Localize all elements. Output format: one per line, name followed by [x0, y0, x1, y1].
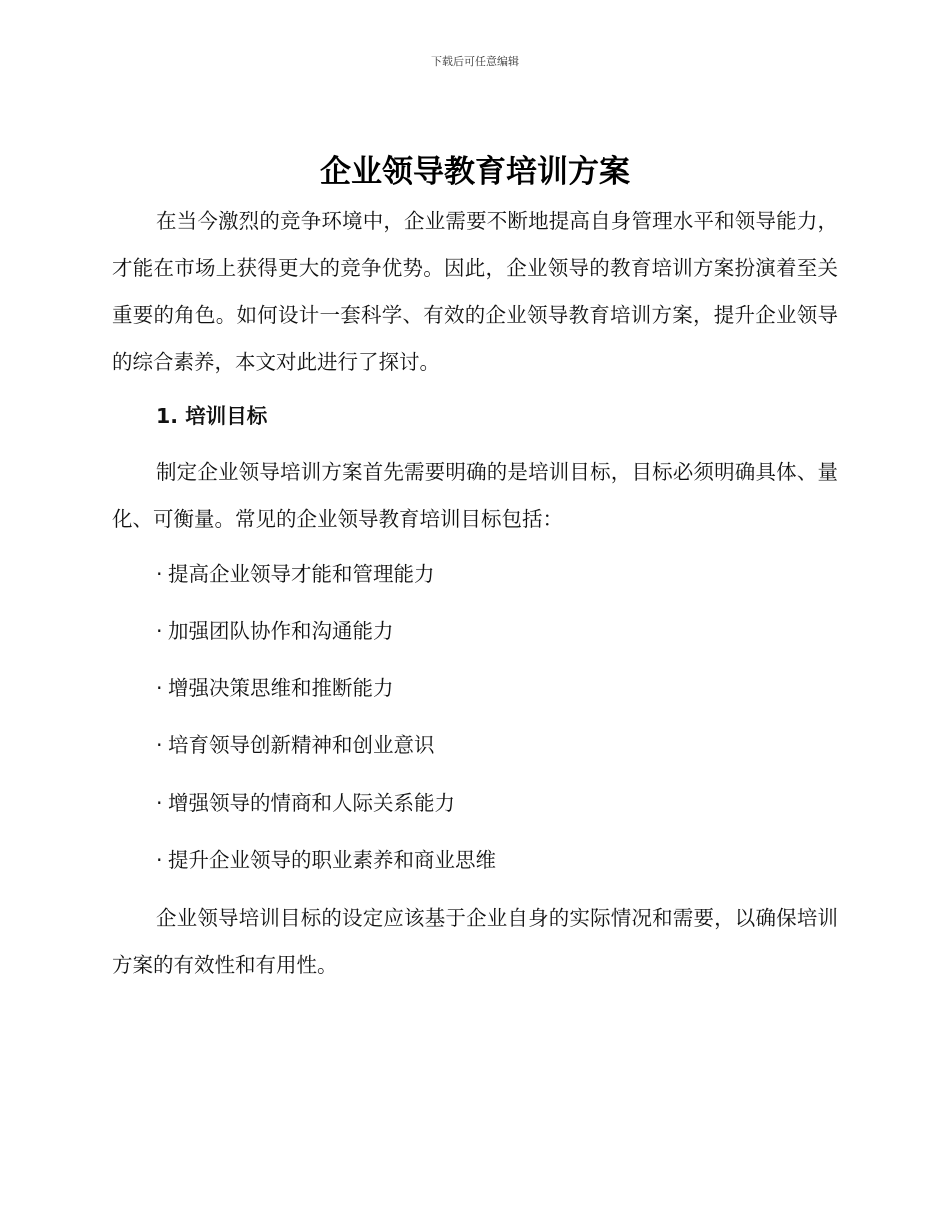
- bullet-item: [156, 665, 394, 712]
- closing-paragraph: 企业领导培训目标的设定应该基于企业自身的实际情况和需要，以确保培训方案的有效性和有用性。: [112, 906, 838, 977]
- bullet-dot-icon: ·: [156, 848, 163, 872]
- bullet-text: 提高企业领导才能和管理能力: [168, 562, 435, 586]
- bullet-text: 加强团队协作和沟通能力: [168, 619, 394, 643]
- bullet-dot-icon: ·: [156, 676, 163, 700]
- section-heading-training-goals: 1. 培训目标: [156, 404, 268, 428]
- bullet-dot-icon: ·: [156, 791, 163, 815]
- bullet-item: [156, 722, 435, 769]
- bullet-item: [156, 608, 394, 655]
- bullet-text: 增强决策思维和推断能力: [168, 676, 394, 700]
- bullet-text: 培育领导创新精神和创业意识: [168, 733, 435, 757]
- bullet-dot-icon: ·: [156, 562, 163, 586]
- bullet-text: 提升企业领导的职业素养和商业思维: [168, 848, 496, 872]
- document-title: 企业领导教育培训方案: [320, 154, 630, 190]
- bullet-item: [156, 780, 455, 827]
- page-header-note: 下载后可任意编辑: [431, 55, 519, 68]
- intro-paragraph: 在当今激烈的竞争环境中，企业需要不断地提高自身管理水平和领导能力，才能在市场上获得更大的竞争优势。因此，企业领导的教育培训方案扮演着至关重要的角色。如何设计一套科学、有效的企业领导教育培训方案，提升企业领导的综合素养，本文对此进行了探讨。: [112, 209, 838, 374]
- bullet-dot-icon: ·: [156, 733, 163, 757]
- bullet-item: [156, 837, 496, 884]
- bullet-item: [156, 551, 435, 598]
- bullet-text: 增强领导的情商和人际关系能力: [168, 791, 455, 815]
- section-paragraph: 制定企业领导培训方案首先需要明确的是培训目标，目标必须明确具体、量化、可衡量。常见的企业领导教育培训目标包括：: [112, 460, 838, 531]
- bullet-dot-icon: ·: [156, 619, 163, 643]
